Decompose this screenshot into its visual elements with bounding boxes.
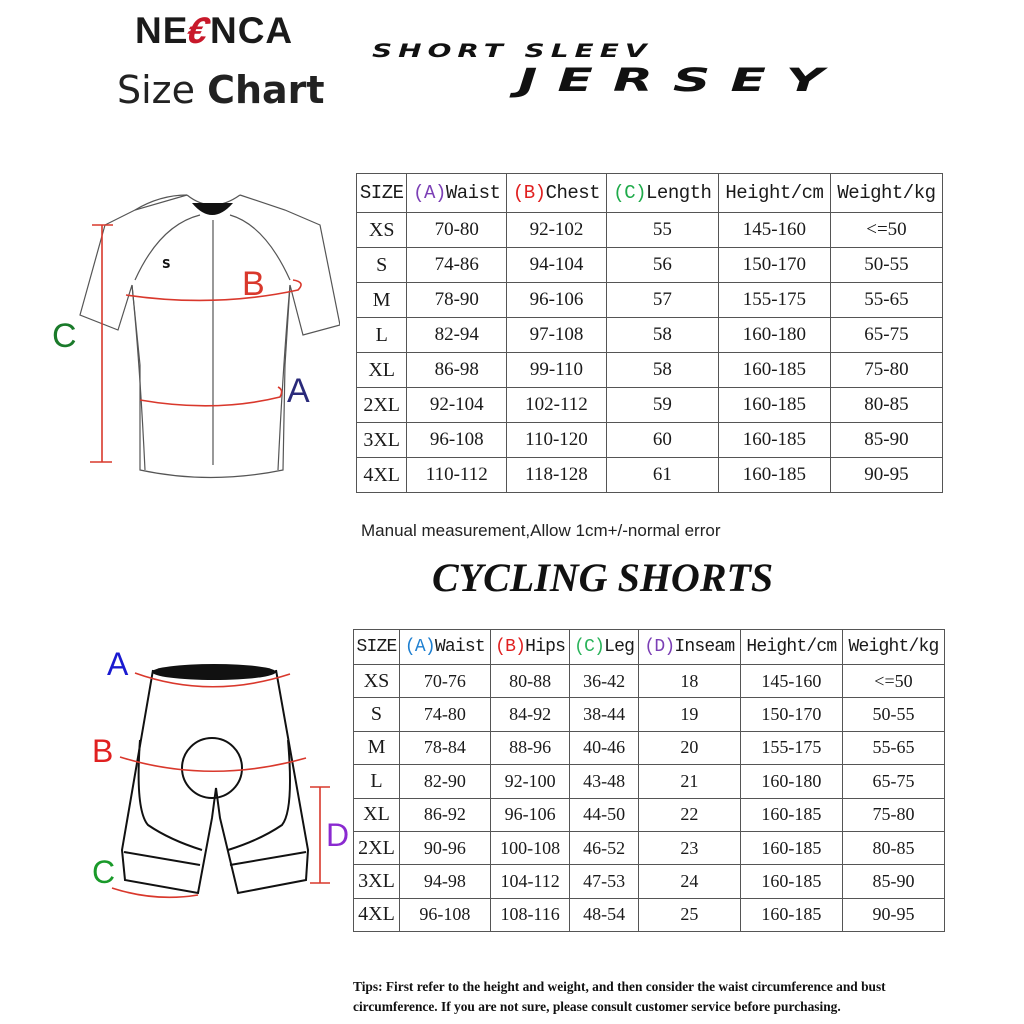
header-size <box>357 174 407 213</box>
value-cell: 92-104 <box>407 388 507 423</box>
size-cell: 3XL <box>357 423 407 458</box>
label-b: B <box>242 265 265 303</box>
value-cell: 60 <box>606 423 718 458</box>
value-cell: 58 <box>606 318 718 353</box>
value-cell: 70-80 <box>407 213 507 248</box>
jersey-diagram <box>40 165 340 485</box>
size-cell: M <box>357 283 407 318</box>
value-cell: 94-98 <box>399 865 490 898</box>
value-cell: 160-185 <box>718 353 830 388</box>
header-label: SIZE <box>359 182 404 204</box>
value-cell: 47-53 <box>570 865 638 898</box>
value-cell: 65-75 <box>842 765 944 798</box>
value-cell: 43-48 <box>570 765 638 798</box>
value-cell: 19 <box>638 698 740 731</box>
size-cell: 4XL <box>354 898 400 931</box>
header-inseam <box>638 630 740 665</box>
value-cell: 25 <box>638 898 740 931</box>
label-d: D <box>326 817 350 853</box>
brand-mark-icon: € <box>181 10 218 51</box>
value-cell: 99-110 <box>507 353 607 388</box>
jersey-title-line1: SHORT SLEEV <box>372 40 653 62</box>
value-cell: 38-44 <box>570 698 638 731</box>
label-b: B <box>92 733 114 769</box>
value-cell: 74-80 <box>399 698 490 731</box>
size-chart-heading <box>117 68 325 112</box>
brand-name-left: NE <box>135 10 189 51</box>
table-row <box>354 698 945 731</box>
value-cell: 104-112 <box>490 865 570 898</box>
shorts-size-table <box>353 629 945 932</box>
size-cell: 2XL <box>354 831 400 864</box>
tips-text: Tips: First refer to the height and weight, and then consider the waist circumference and bust circumference. If you are not sure, please consult customer service before purchasing. <box>353 979 886 1014</box>
value-cell: 100-108 <box>490 831 570 864</box>
value-cell: 61 <box>606 458 718 493</box>
header-chest <box>507 174 607 213</box>
shorts-diagram <box>80 640 360 900</box>
value-cell: 74-86 <box>407 248 507 283</box>
size-cell: S <box>354 698 400 731</box>
size-cell: S <box>357 248 407 283</box>
value-cell: 80-85 <box>830 388 942 423</box>
value-cell: 92-102 <box>507 213 607 248</box>
value-cell: 80-88 <box>490 665 570 698</box>
size-word: Size <box>117 68 208 112</box>
value-cell: 96-108 <box>399 898 490 931</box>
value-cell: 94-104 <box>507 248 607 283</box>
table-row <box>354 865 945 898</box>
header-label: Chest <box>545 182 601 204</box>
jersey-size-table <box>356 173 943 493</box>
size-cell: XS <box>357 213 407 248</box>
label-c: C <box>92 854 116 890</box>
value-cell: 75-80 <box>830 353 942 388</box>
value-cell: 55-65 <box>830 283 942 318</box>
header-height <box>718 174 830 213</box>
header-label: Length <box>646 182 712 204</box>
value-cell: 50-55 <box>842 698 944 731</box>
value-cell: 96-106 <box>507 283 607 318</box>
header-label: Hips <box>525 637 566 657</box>
value-cell: 160-185 <box>718 458 830 493</box>
value-cell: 160-185 <box>718 423 830 458</box>
header-leg <box>570 630 638 665</box>
value-cell: 36-42 <box>570 665 638 698</box>
value-cell: 110-120 <box>507 423 607 458</box>
value-cell: 90-96 <box>399 831 490 864</box>
jersey-title-line2: JERSEY <box>518 62 844 100</box>
header-length <box>606 174 718 213</box>
label-a: A <box>107 646 129 682</box>
header-waist <box>407 174 507 213</box>
value-cell: 55-65 <box>842 731 944 764</box>
value-cell: 59 <box>606 388 718 423</box>
brand-name-right: NCA <box>209 10 294 51</box>
size-cell: 3XL <box>354 865 400 898</box>
header-label: Leg <box>604 637 635 657</box>
value-cell: 155-175 <box>740 731 842 764</box>
brand-logo <box>135 10 293 52</box>
header-label: Waist <box>434 637 485 657</box>
header-hips <box>490 630 570 665</box>
value-cell: 70-76 <box>399 665 490 698</box>
value-cell: 145-160 <box>718 213 830 248</box>
table-row <box>357 423 943 458</box>
size-cell: M <box>354 731 400 764</box>
value-cell: 85-90 <box>830 423 942 458</box>
value-cell: 20 <box>638 731 740 764</box>
value-cell: <=50 <box>830 213 942 248</box>
value-cell: 75-80 <box>842 798 944 831</box>
header-waist <box>399 630 490 665</box>
waistband-icon <box>152 664 276 680</box>
value-cell: 80-85 <box>842 831 944 864</box>
value-cell: 58 <box>606 353 718 388</box>
value-cell: 90-95 <box>842 898 944 931</box>
header-prefix: (A) <box>404 637 435 657</box>
value-cell: 160-185 <box>740 798 842 831</box>
value-cell: 160-185 <box>718 388 830 423</box>
value-cell: 108-116 <box>490 898 570 931</box>
label-a: A <box>287 372 310 410</box>
collar-icon <box>192 203 233 215</box>
value-cell: 82-94 <box>407 318 507 353</box>
header-size <box>354 630 400 665</box>
value-cell: 92-100 <box>490 765 570 798</box>
table-row <box>354 898 945 931</box>
value-cell: 84-92 <box>490 698 570 731</box>
value-cell: 82-90 <box>399 765 490 798</box>
table-row <box>357 458 943 493</box>
value-cell: 96-106 <box>490 798 570 831</box>
header-label: Height/cm <box>746 637 837 657</box>
value-cell: 78-90 <box>407 283 507 318</box>
value-cell: 160-180 <box>718 318 830 353</box>
value-cell: 97-108 <box>507 318 607 353</box>
value-cell: 57 <box>606 283 718 318</box>
table-row <box>357 388 943 423</box>
value-cell: 150-170 <box>740 698 842 731</box>
table-row <box>357 213 943 248</box>
size-cell: XL <box>357 353 407 388</box>
table-row <box>354 831 945 864</box>
value-cell: 90-95 <box>830 458 942 493</box>
size-cell: L <box>354 765 400 798</box>
size-cell: XL <box>354 798 400 831</box>
table-row <box>357 248 943 283</box>
value-cell: 145-160 <box>740 665 842 698</box>
value-cell: 102-112 <box>507 388 607 423</box>
header-label: SIZE <box>356 637 397 657</box>
value-cell: 110-112 <box>407 458 507 493</box>
value-cell: 40-46 <box>570 731 638 764</box>
size-cell: 2XL <box>357 388 407 423</box>
value-cell: 44-50 <box>570 798 638 831</box>
measurement-note: Manual measurement,Allow 1cm+/-normal error <box>361 521 721 540</box>
shorts-table-body <box>354 665 945 932</box>
value-cell: 50-55 <box>830 248 942 283</box>
value-cell: 23 <box>638 831 740 864</box>
value-cell: 85-90 <box>842 865 944 898</box>
value-cell: 88-96 <box>490 731 570 764</box>
value-cell: 18 <box>638 665 740 698</box>
label-c: C <box>52 317 77 355</box>
value-cell: 65-75 <box>830 318 942 353</box>
header-prefix: (B) <box>495 637 526 657</box>
table-row <box>357 318 943 353</box>
value-cell: 160-185 <box>740 865 842 898</box>
value-cell: 160-180 <box>740 765 842 798</box>
size-cell: 4XL <box>357 458 407 493</box>
header-label: Inseam <box>674 637 735 657</box>
value-cell: 150-170 <box>718 248 830 283</box>
value-cell: 86-92 <box>399 798 490 831</box>
shorts-title: CYCLING SHORTS <box>432 555 774 600</box>
header-label: Weight/kg <box>848 637 939 657</box>
value-cell: 48-54 <box>570 898 638 931</box>
jersey-logo-icon: S <box>162 257 171 271</box>
value-cell: 46-52 <box>570 831 638 864</box>
size-cell: XS <box>354 665 400 698</box>
jersey-table-body <box>357 213 943 493</box>
header-prefix: (B) <box>512 182 546 204</box>
value-cell: 86-98 <box>407 353 507 388</box>
value-cell: 155-175 <box>718 283 830 318</box>
header-label: Waist <box>445 182 501 204</box>
size-cell: L <box>357 318 407 353</box>
value-cell: 96-108 <box>407 423 507 458</box>
header-weight <box>830 174 942 213</box>
header-prefix: (C) <box>574 637 605 657</box>
value-cell: 21 <box>638 765 740 798</box>
table-row <box>354 731 945 764</box>
header-weight <box>842 630 944 665</box>
value-cell: 160-185 <box>740 831 842 864</box>
table-row <box>357 283 943 318</box>
value-cell: <=50 <box>842 665 944 698</box>
header-prefix: (C) <box>613 182 647 204</box>
header-prefix: (D) <box>644 637 675 657</box>
table-header-row <box>354 630 945 665</box>
header-label: Height/cm <box>725 182 824 204</box>
table-header-row <box>357 174 943 213</box>
header-label: Weight/kg <box>837 182 936 204</box>
table-row <box>354 765 945 798</box>
value-cell: 56 <box>606 248 718 283</box>
table-row <box>354 665 945 698</box>
value-cell: 24 <box>638 865 740 898</box>
chart-word: Chart <box>207 68 325 112</box>
table-row <box>354 798 945 831</box>
value-cell: 78-84 <box>399 731 490 764</box>
value-cell: 118-128 <box>507 458 607 493</box>
header-prefix: (A) <box>413 182 446 204</box>
header-height <box>740 630 842 665</box>
value-cell: 22 <box>638 798 740 831</box>
value-cell: 160-185 <box>740 898 842 931</box>
table-row <box>357 353 943 388</box>
value-cell: 55 <box>606 213 718 248</box>
